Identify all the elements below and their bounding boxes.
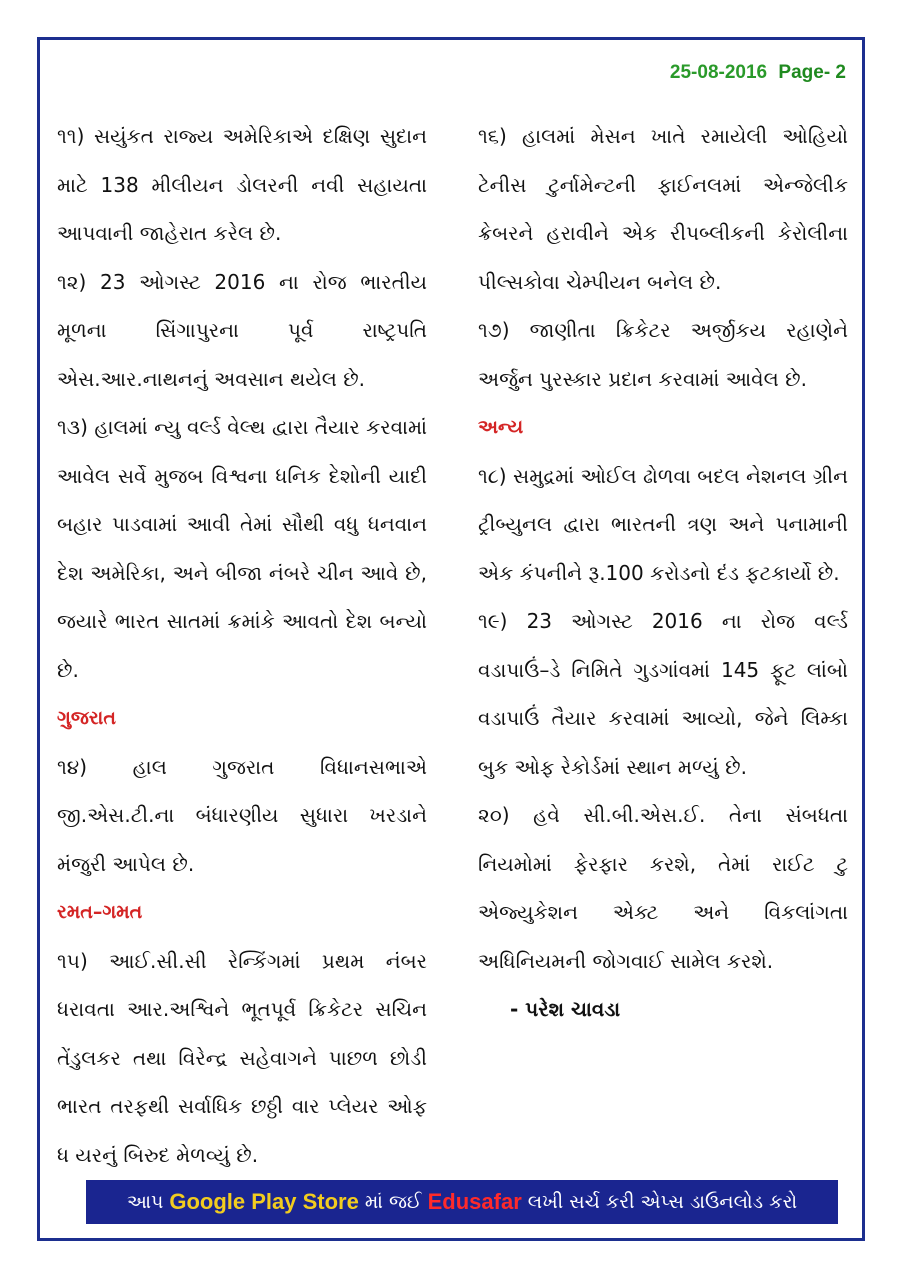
author-signature: - પરેશ ચાવડા [510,997,621,1021]
news-item-15: ૧૫) આઈ.સી.સી રેન્કિંગમાં પ્રથમ નંબર ધરાવતા આર.અશ્વિને ભૂતપૂર્વ ક્રિકેટર સચિન તેંડુલકર તથા વિરેન્દ્ર સહેવાગને પાછળ છોડી ભારત તરફથી સર્વાધિક છઠ્ઠી વાર પ્લેયર ઓફ ધ યરનું બિરુદ મેળવ્યું છે. [57,948,427,1167]
promo-banner [86,1180,838,1224]
banner-text-3: લખી સર્ચ કરી એપ્સ ડાઉનલોડ કરો [527,1191,798,1213]
banner-edusafar: Edusafar [427,1189,522,1214]
news-item-12: ૧૨) 23 ઓગસ્ટ 2016 ના રોજ ભારતીય મૂળના સિંગાપુરના પૂર્વ રાષ્ટ્રપતિ એસ.આર.નાથનનું અવસાન થયેલ છે. [57,269,427,391]
banner-google-play: Google Play Store [169,1189,359,1214]
news-item-20: ૨૦) હવે સી.બી.એસ.ઈ. તેના સંબધતા નિયમોમાં ફેરફાર કરશે, તેમાં રાઈટ ટુ એજ્યુકેશન એક્ટ અને વિકલાંગતા અધિનિયમની જોગવાઈ સામેલ કરશે. [478,803,848,973]
left-column [57,112,427,1179]
header-page-number: Page- 2 [778,62,846,83]
news-item-14: ૧૪) હાલ ગુજરાત વિધાનસભાએ જી.એસ.ટી.ના બંધારણીય સુધારા ખરડાને મંજુરી આપેલ છે. [57,754,427,876]
news-item-13: ૧૩) હાલમાં ન્યુ વર્લ્ડ વેલ્થ દ્વારા તૈયાર કરવામાં આવેલ સર્વે મુજબ વિશ્વના ધનિક દેશોની યાદી બહાર પાડવામાં આવી તેમાં સૌથી વધુ ધનવાન દેશ અમેરિકા, અને બીજા નંબરે ચીન આવે છે, જયારે ભારત સાતમાં ક્રમાંકે આવતો દેશ બન્યો છે. [57,415,427,682]
banner-text-2: માં જઈ [364,1191,422,1213]
section-heading-other: અન્ય [478,416,524,438]
news-item-16: ૧૬) હાલમાં મેસન ખાતે રમાયેલી ઓહિયો ટેનીસ ટુર્નામેન્ટની ફાઈનલમાં એન્જેલીક ક્રેબરને હરાવીને એક રીપબ્લીકની કેરોલીના પીલ્સકોવા ચેમ્પીયન બનેલ છે. [478,124,848,294]
section-heading-gujarat: ગુજરાત [57,707,116,729]
header-date: 25-08-2016 [669,62,768,83]
page-header [670,62,846,84]
news-item-19: ૧૯) 23 ઓગસ્ટ 2016 ના રોજ વર્લ્ડ વડાપાઉં–ડે નિમિતે ગુડગાંવમાં 145 ફૂટ લાંબો વડાપાઉં તૈયાર કરવામાં આવ્યો, જેને લિમ્કા બુક ઓફ રેકોર્ડમાં સ્થાન મળ્યું છે. [478,609,848,779]
section-heading-sports: રમત–ગમત [57,901,143,923]
banner-text-1: આપ [126,1191,164,1213]
right-column [478,112,848,1034]
news-item-17: ૧૭) જાણીતા ક્રિકેટર અર્જીકય રહાણેને અર્જુન પુરસ્કાર પ્રદાન કરવામાં આવેલ છે. [478,318,848,391]
news-item-18: ૧૮) સમુદ્રમાં ઓઈલ ઢોળવા બદલ નેશનલ ગ્રીન ટ્રીબ્યુનલ દ્વારા ભારતની ત્રણ અને પનામાની એક કંપનીને રૂ.100 કરોડનો દંડ ફટકાર્યો છે. [478,463,848,585]
news-item-11: ૧૧) સયુંકત રાજ્ય અમેરિકાએ દક્ષિણ સુદાન માટે 138 મીલીયન ડોલરની નવી સહાયતા આપવાની જાહેરાત કરેલ છે. [57,124,427,245]
